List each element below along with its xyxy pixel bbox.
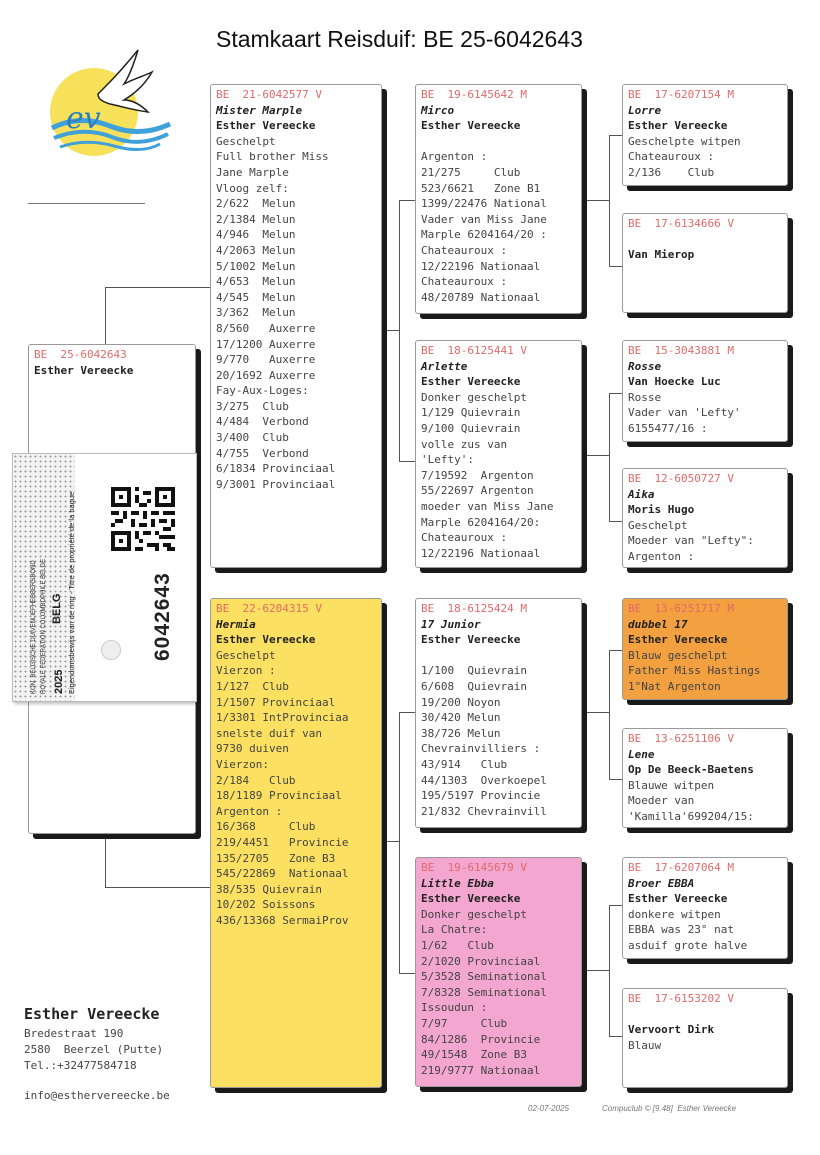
owner-name: Vervoort Dirk bbox=[628, 1023, 715, 1037]
ring-number: BE 17-6153202 V bbox=[628, 992, 734, 1005]
info-line: Blauw geschelpt bbox=[628, 648, 728, 662]
ring-number: BE 17-6207154 M bbox=[628, 88, 734, 101]
info-line: 1399/22476 National bbox=[421, 197, 547, 211]
info-line: 2/136 Club bbox=[628, 165, 715, 179]
info-line: Blauwe witpen bbox=[628, 778, 715, 792]
owner-name: Van Mierop bbox=[628, 248, 695, 262]
pigeon-name: Mirco bbox=[421, 103, 455, 117]
owner-name: Esther Vereecke bbox=[34, 363, 134, 377]
info-line: 10/202 Soissons bbox=[216, 898, 316, 912]
info-line: 21/832 Chevrainvill bbox=[421, 804, 547, 818]
pigeon-name: Arlette bbox=[421, 359, 468, 373]
info-line bbox=[628, 1007, 787, 1023]
connector-f-branch bbox=[399, 200, 416, 462]
ring-card-country: BELG bbox=[51, 593, 63, 624]
owner-name: Esther Vereecke bbox=[628, 119, 728, 133]
ring-number: BE 21-6042577 V bbox=[216, 88, 322, 101]
info-line: 4/545 Melun bbox=[216, 290, 296, 304]
card-fmf bbox=[622, 340, 788, 442]
info-line: moeder van Miss Jane bbox=[421, 499, 554, 513]
pigeon-name: Hermia bbox=[216, 617, 256, 631]
info-line bbox=[421, 134, 581, 150]
page-title: Stamkaart Reisduif: BE 25-6042643 bbox=[216, 26, 583, 52]
info-line: 4/484 Verbond bbox=[216, 415, 309, 429]
info-line: 2/1384 Melun bbox=[216, 212, 296, 226]
card-father-mother bbox=[415, 340, 582, 568]
card-fff bbox=[622, 84, 788, 186]
info-line: Chevrainvilliers : bbox=[421, 742, 541, 756]
breeder-street: Bredestraat 190 bbox=[24, 1027, 124, 1040]
info-line: 4/653 Melun bbox=[216, 275, 296, 289]
info-line: 12/22196 Nationaal bbox=[421, 259, 541, 273]
print-date: 02-07-2025 bbox=[528, 1104, 569, 1113]
card-mfm bbox=[622, 728, 788, 828]
info-line: 195/5197 Provincie bbox=[421, 789, 541, 803]
ring-number: BE 17-6207064 M bbox=[628, 861, 734, 874]
info-line: 545/22869 Nationaal bbox=[216, 867, 349, 881]
info-line: 1/3301 IntProvinciaa bbox=[216, 711, 349, 725]
card-mmf bbox=[622, 857, 788, 959]
ring-number: BE 17-6134666 V bbox=[628, 217, 734, 230]
connector-mf-stub bbox=[587, 712, 609, 713]
info-line: 219/9777 Nationaal bbox=[421, 1063, 541, 1077]
card-father-father bbox=[415, 84, 582, 314]
connector-subject-mother bbox=[105, 835, 216, 888]
owner-name: Esther Vereecke bbox=[628, 892, 728, 906]
info-line: 55/22697 Argenton bbox=[421, 484, 534, 498]
ring-card-org-line1: KON. BELGISCHE DUIVENLIEFHEBBERSBOND bbox=[31, 560, 37, 694]
info-line: Chateauroux : bbox=[628, 150, 715, 164]
breeder-name: Esther Vereecke bbox=[24, 1005, 160, 1023]
pigeon-name: dubbel 17 bbox=[628, 617, 688, 631]
info-line: 4/2063 Melun bbox=[216, 243, 296, 257]
ring-card-number: 6042643 bbox=[151, 572, 174, 661]
ring-number: BE 13-6251106 V bbox=[628, 732, 734, 745]
card-ffm bbox=[622, 213, 788, 313]
info-line: 18/1189 Provinciaal bbox=[216, 789, 342, 803]
info-line: 5/3528 Seminational bbox=[421, 970, 547, 984]
ring-number: BE 19-6145679 V bbox=[421, 861, 527, 874]
info-line: Vader van Miss Jane bbox=[421, 212, 547, 226]
info-line: Chateauroux : bbox=[421, 531, 508, 545]
info-line: 2/622 Melun bbox=[216, 197, 296, 211]
ring-card-hole bbox=[101, 640, 121, 660]
info-line: 48/20789 Nationaal bbox=[421, 290, 541, 304]
info-line: Donker geschelpt bbox=[421, 907, 527, 921]
info-line: 1/127 Club bbox=[216, 679, 289, 693]
info-line: Vierzon : bbox=[216, 664, 276, 678]
info-line: Marple 6204164/20: bbox=[421, 515, 541, 529]
connector-m-branch bbox=[399, 712, 416, 974]
ring-card-year: 2025 bbox=[53, 669, 65, 694]
owner-name: Esther Vereecke bbox=[421, 633, 521, 647]
owner-name: Esther Vereecke bbox=[421, 119, 521, 133]
connector-fm-stub bbox=[587, 455, 609, 456]
info-line: 4/755 Verbond bbox=[216, 446, 309, 460]
pigeon-name: Lorre bbox=[628, 103, 662, 117]
breeder-city: 2580 Beerzel (Putte) bbox=[24, 1043, 164, 1056]
info-line: Blauw bbox=[628, 1038, 662, 1052]
info-line: 9/3001 Provinciaal bbox=[216, 477, 336, 491]
info-line: Geschelpte witpen bbox=[628, 134, 741, 148]
qr-code-icon bbox=[111, 487, 175, 551]
ring-number: BE 22-6204315 V bbox=[216, 602, 322, 615]
info-line: Vader van 'Lefty' bbox=[628, 406, 741, 420]
info-line: Vierzon: bbox=[216, 757, 269, 771]
ring-number: BE 12-6050727 V bbox=[628, 472, 734, 485]
info-line: 5/1002 Melun bbox=[216, 259, 296, 273]
owner-name: Esther Vereecke bbox=[628, 633, 728, 647]
breeder-email[interactable]: info@esthervereecke.be bbox=[24, 1089, 170, 1102]
info-line: 7/19592 Argenton bbox=[421, 468, 534, 482]
info-line: 84/1286 Provincie bbox=[421, 1032, 541, 1046]
info-line: 3/362 Melun bbox=[216, 306, 296, 320]
ring-number: BE 13-6251717 M bbox=[628, 602, 734, 615]
info-line: 3/275 Club bbox=[216, 399, 289, 413]
info-line: Jane Marple bbox=[216, 165, 289, 179]
owner-name: Van Hoecke Luc bbox=[628, 375, 721, 389]
info-line: 12/22196 Nationaal bbox=[421, 546, 541, 560]
info-line: 4/946 Melun bbox=[216, 228, 296, 242]
card-mother bbox=[210, 598, 382, 1088]
info-line: 44/1303 Overkoepel bbox=[421, 773, 547, 787]
info-line: Donker geschelpt bbox=[421, 390, 527, 404]
info-line: Chateauroux : bbox=[421, 275, 508, 289]
pigeon-name: Aika bbox=[628, 487, 655, 501]
info-line: Geschelpt bbox=[216, 134, 276, 148]
separator-line bbox=[28, 203, 145, 204]
info-line: Full brother Miss bbox=[216, 150, 329, 164]
info-line: Argenton : bbox=[421, 150, 488, 164]
info-line: 30/420 Melun bbox=[421, 711, 501, 725]
owner-name: Esther Vereecke bbox=[216, 119, 316, 133]
info-line: 21/275 Club bbox=[421, 165, 521, 179]
info-line: 2/184 Club bbox=[216, 773, 296, 787]
card-mother-father bbox=[415, 598, 582, 828]
owner-name: Esther Vereecke bbox=[216, 633, 316, 647]
info-line: Marple 6204164/20 : bbox=[421, 228, 547, 242]
card-mff bbox=[622, 598, 788, 700]
info-line: snelste duif van bbox=[216, 726, 322, 740]
info-line bbox=[421, 648, 581, 664]
info-line: Fay-Aux-Loges: bbox=[216, 384, 309, 398]
info-line: La Chatre: bbox=[421, 923, 488, 937]
card-mother-mother bbox=[415, 857, 582, 1087]
ring-ownership-card bbox=[12, 453, 197, 702]
dove-logo-icon bbox=[40, 42, 180, 160]
info-line: Chateauroux : bbox=[421, 243, 508, 257]
owner-name: Moris Hugo bbox=[628, 503, 695, 517]
info-line: 'Lefty': bbox=[421, 453, 474, 467]
owner-name: Esther Vereecke bbox=[421, 375, 521, 389]
info-line: 7/8328 Seminational bbox=[421, 985, 547, 999]
connector-f-stub bbox=[385, 330, 399, 331]
info-line: Issoudun : bbox=[421, 1001, 488, 1015]
pigeon-name: Mister Marple bbox=[216, 103, 303, 117]
pigeon-name: Broer EBBA bbox=[628, 876, 695, 890]
connector-ff-stub bbox=[587, 200, 609, 201]
pigeon-name: Rosse bbox=[628, 359, 662, 373]
info-line: EBBA was 23° nat bbox=[628, 923, 734, 937]
card-mmm bbox=[622, 988, 788, 1088]
connector-mm-stub bbox=[587, 970, 609, 971]
info-line: 1/129 Quievrain bbox=[421, 406, 521, 420]
info-line: Rosse bbox=[628, 390, 662, 404]
info-line bbox=[628, 232, 787, 248]
info-line: 219/4451 Provincie bbox=[216, 835, 349, 849]
connector-subject-father bbox=[105, 287, 216, 346]
pigeon-name: 17 Junior bbox=[421, 617, 481, 631]
info-line: 1/1507 Provinciaal bbox=[216, 695, 336, 709]
info-line: Geschelpt bbox=[628, 518, 688, 532]
info-line: 20/1692 Auxerre bbox=[216, 368, 316, 382]
info-line: Vloog zelf: bbox=[216, 181, 289, 195]
info-line: 49/1548 Zone B3 bbox=[421, 1048, 527, 1062]
info-line: 6/608 Quievrain bbox=[421, 679, 527, 693]
owner-name: Op De Beeck-Baetens bbox=[628, 763, 754, 777]
info-line: 2/1020 Provinciaal bbox=[421, 954, 541, 968]
info-line: 'Kamilla'699204/15: bbox=[628, 809, 754, 823]
info-line: donkere witpen bbox=[628, 907, 721, 921]
info-line: 6155477/16 : bbox=[628, 421, 708, 435]
info-line: 1/62 Club bbox=[421, 938, 494, 952]
pigeon-name: Lene bbox=[628, 747, 655, 761]
info-line: Moeder van bbox=[628, 794, 695, 808]
info-line: 1/100 Quievrain bbox=[421, 664, 527, 678]
info-line: 38/726 Melun bbox=[421, 726, 501, 740]
info-line: Geschelpt bbox=[216, 648, 276, 662]
info-line: 8/560 Auxerre bbox=[216, 321, 316, 335]
breeder-phone: Tel.:+32477584718 bbox=[24, 1059, 137, 1072]
info-line: 9/770 Auxerre bbox=[216, 353, 316, 367]
software-credit: Compuclub © [9.48] Esther Vereecke bbox=[602, 1104, 737, 1113]
info-line: 523/6621 Zone B1 bbox=[421, 181, 541, 195]
info-line: Argenton : bbox=[216, 804, 283, 818]
connector-m-stub bbox=[385, 841, 399, 842]
info-line: asduif grote halve bbox=[628, 938, 748, 952]
info-line: 9/100 Quievrain bbox=[421, 421, 521, 435]
info-line: 436/13368 SermaiProv bbox=[216, 913, 349, 927]
card-father bbox=[210, 84, 382, 568]
ring-number: BE 25-6042643 bbox=[34, 348, 127, 361]
info-line: Father Miss Hastings bbox=[628, 664, 761, 678]
info-line: 38/535 Quievrain bbox=[216, 882, 322, 896]
ring-number: BE 18-6125424 M bbox=[421, 602, 527, 615]
info-line: 1°Nat Argenton bbox=[628, 679, 721, 693]
owner-name: Esther Vereecke bbox=[421, 892, 521, 906]
ring-number: BE 19-6145642 M bbox=[421, 88, 527, 101]
pigeon-name: Little Ebba bbox=[421, 876, 494, 890]
info-line: 135/2705 Zone B3 bbox=[216, 851, 336, 865]
card-fmm bbox=[622, 468, 788, 568]
info-line: 43/914 Club bbox=[421, 757, 508, 771]
info-line: 16/368 Club bbox=[216, 820, 316, 834]
info-line: 19/200 Noyon bbox=[421, 695, 501, 709]
info-line: 3/400 Club bbox=[216, 431, 289, 445]
ring-card-ownership: Eigendomsbewijs van de ring - Titre de propriété de la bague bbox=[67, 491, 76, 694]
info-line: 6/1834 Provinciaal bbox=[216, 462, 336, 476]
ring-number: BE 15-3043881 M bbox=[628, 344, 734, 357]
info-line: 9730 duiven bbox=[216, 742, 289, 756]
info-line: Moeder van "Lefty": bbox=[628, 534, 754, 548]
info-line: volle zus van bbox=[421, 437, 508, 451]
info-line: Argenton : bbox=[628, 549, 695, 563]
ring-card-org-line2: ROYALE FEDERATION COLOMBOPHILE BELGE bbox=[41, 558, 47, 694]
info-line: 17/1200 Auxerre bbox=[216, 337, 316, 351]
svg-text:ev: ev bbox=[66, 101, 101, 136]
ring-number: BE 18-6125441 V bbox=[421, 344, 527, 357]
info-line: 7/97 Club bbox=[421, 1016, 508, 1030]
